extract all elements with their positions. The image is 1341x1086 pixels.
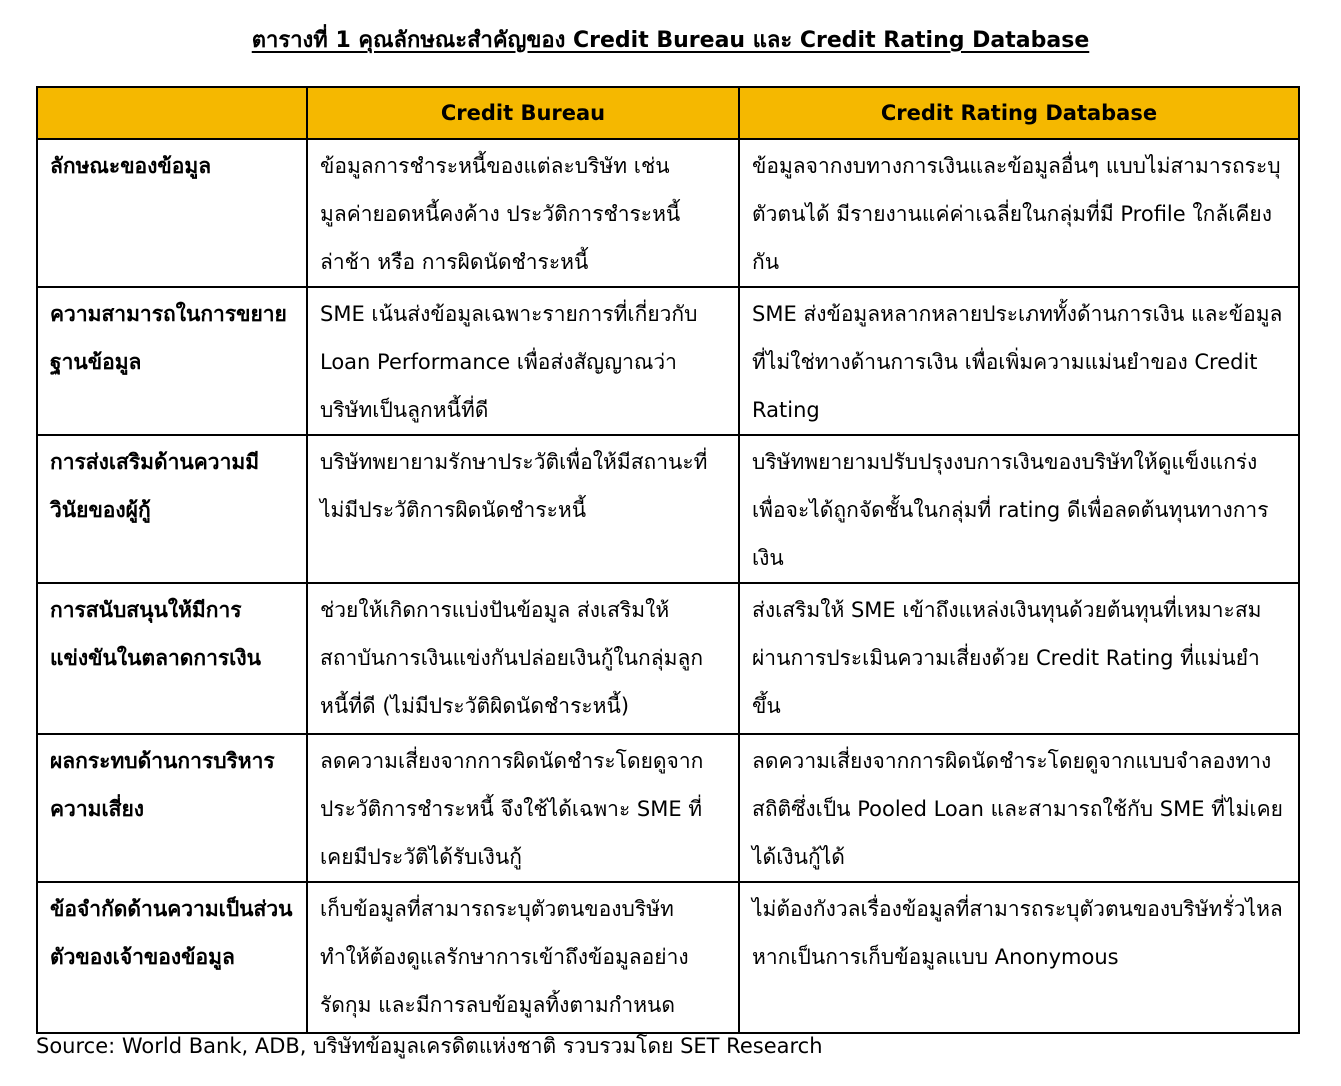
table-row <box>37 882 1299 1033</box>
credit-rating-cell: ส่งเสริมให้ SME เข้าถึงแหล่งเงินทุนด้วยต้นทุนที่เหมาะสมผ่านการประเมินความเสี่ยงด้วย Credit Rating ที่แม่นยำขึ้น <box>739 583 1299 734</box>
header-credit-bureau: Credit Bureau <box>307 87 739 139</box>
table-row <box>37 734 1299 882</box>
credit-bureau-cell: SME เน้นส่งข้อมูลเฉพาะรายการที่เกี่ยวกับ Loan Performance เพื่อส่งสัญญาณว่าบริษัทเป็นลูกหนี้ที่ดี <box>307 287 739 435</box>
source-note: Source: World Bank, ADB, บริษัทข้อมูลเครดิตแห่งชาติ รวบรวมโดย SET Research <box>36 1034 823 1058</box>
credit-bureau-cell: เก็บข้อมูลที่สามารถระบุตัวตนของบริษัท ทำให้ต้องดูแลรักษาการเข้าถึงข้อมูลอย่างรัดกุม และมีการลบข้อมูลทิ้งตามกำหนด <box>307 882 739 1033</box>
credit-bureau-cell: บริษัทพยายามรักษาประวัติเพื่อให้มีสถานะที่ไม่มีประวัติการผิดนัดชำระหนี้ <box>307 435 739 583</box>
credit-rating-cell: ลดความเสี่ยงจากการผิดนัดชำระโดยดูจากแบบจำลองทางสถิติซึ่งเป็น Pooled Loan และสามารถใช้กับ SME ที่ไม่เคยได้เงินกู้ได้ <box>739 734 1299 882</box>
credit-rating-cell: บริษัทพยายามปรับปรุงงบการเงินของบริษัทให้ดูแข็งแกร่งเพื่อจะได้ถูกจัดชั้นในกลุ่มที่ rating ดีเพื่อลดต้นทุนทางการเงิน <box>739 435 1299 583</box>
comparison-table <box>36 86 1300 1034</box>
credit-bureau-cell: ช่วยให้เกิดการแบ่งปันข้อมูล ส่งเสริมให้สถาบันการเงินแข่งกันปล่อยเงินกู้ในกลุ่มลูกหนี้ที่ดี (ไม่มีประวัติผิดนัดชำระหนี้) <box>307 583 739 734</box>
header-credit-rating-database: Credit Rating Database <box>739 87 1299 139</box>
table-row <box>37 287 1299 435</box>
row-label: ผลกระทบด้านการบริหารความเสี่ยง <box>37 734 307 882</box>
row-label: ลักษณะของข้อมูล <box>37 139 307 287</box>
credit-rating-cell: SME ส่งข้อมูลหลากหลายประเภททั้งด้านการเงิน และข้อมูลที่ไม่ใช่ทางด้านการเงิน เพื่อเพิ่มความแม่นยำของ Credit Rating <box>739 287 1299 435</box>
credit-rating-cell: ไม่ต้องกังวลเรื่องข้อมูลที่สามารถระบุตัวตนของบริษัทรั่วไหล หากเป็นการเก็บข้อมูลแบบ Anonymous <box>739 882 1299 1033</box>
row-label: การสนับสนุนให้มีการแข่งขันในตลาดการเงิน <box>37 583 307 734</box>
header-row <box>37 87 1299 139</box>
credit-rating-cell: ข้อมูลจากงบทางการเงินและข้อมูลอื่นๆ แบบไม่สามารถระบุตัวตนได้ มีรายงานแค่ค่าเฉลี่ยในกลุ่มที่มี Profile ใกล้เคียงกัน <box>739 139 1299 287</box>
credit-bureau-cell: ข้อมูลการชำระหนี้ของแต่ละบริษัท เช่น มูลค่ายอดหนี้คงค้าง ประวัติการชำระหนี้ล่าช้า หรือ การผิดนัดชำระหนี้ <box>307 139 739 287</box>
row-label: ข้อจำกัดด้านความเป็นส่วนตัวของเจ้าของข้อมูล <box>37 882 307 1033</box>
table-row <box>37 435 1299 583</box>
header-empty <box>37 87 307 139</box>
credit-bureau-cell: ลดความเสี่ยงจากการผิดนัดชำระโดยดูจากประวัติการชำระหนี้ จึงใช้ได้เฉพาะ SME ที่เคยมีประวัติได้รับเงินกู้ <box>307 734 739 882</box>
table-title: ตารางที่ 1 คุณลักษณะสำคัญของ Credit Bureau และ Credit Rating Database <box>251 28 1090 53</box>
row-label: ความสามารถในการขยายฐานข้อมูล <box>37 287 307 435</box>
table-row <box>37 583 1299 734</box>
table-row <box>37 139 1299 287</box>
row-label: การส่งเสริมด้านความมีวินัยของผู้กู้ <box>37 435 307 583</box>
